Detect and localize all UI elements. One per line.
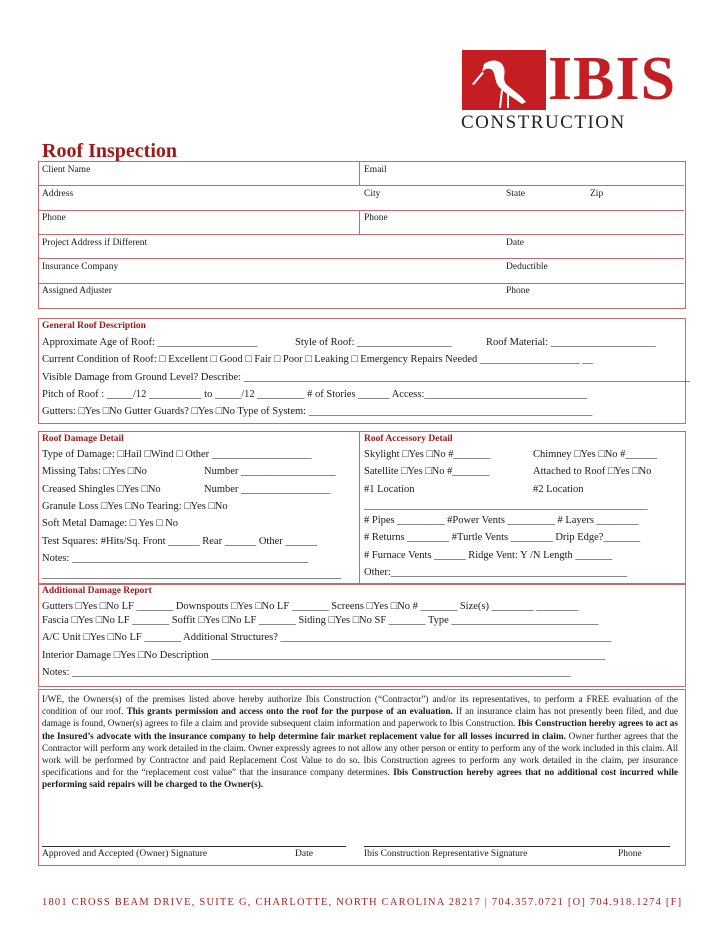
damage-heading: Roof Damage Detail <box>42 434 124 444</box>
phone-label-2: Phone <box>364 213 388 223</box>
other-field: Other:_____________________________________________ <box>364 567 628 578</box>
rep-signature-line[interactable] <box>364 846 670 847</box>
location-line: ______________________________________________________ <box>364 500 648 511</box>
ibis-bird-icon <box>462 50 546 110</box>
ac-unit-field: A/C Unit □Yes □No LF _______ Additional Structures? _______________________________________________________________ <box>42 632 612 643</box>
satellite-field: Satellite □Yes □No #_______ <box>364 466 490 477</box>
roof-material-field: Roof Material: ____________________ <box>486 337 656 348</box>
damage-notes-field: Notes: _____________________________________________ <box>42 553 309 564</box>
phone-label: Phone <box>42 213 66 223</box>
chimney-field: Chimney □Yes □No #______ <box>533 449 657 460</box>
attached-to-roof-field: Attached to Roof □Yes □No <box>533 466 652 477</box>
interior-damage-field: Interior Damage □Yes □No Description ___________________________________________________________________________ <box>42 650 606 661</box>
adjuster-label: Assigned Adjuster <box>42 286 112 296</box>
insurance-label: Insurance Company <box>42 262 119 272</box>
roof-age-field: Approximate Age of Roof: ___________________ <box>42 337 258 348</box>
owner-signature-line[interactable] <box>42 846 346 847</box>
authorization-text: I/WE, the Owners(s) of the premises listed above hereby authorize Ibis Construction (“Contractor”) and/or its representatives, to perform a FREE evaluation of the condition of our roof. This grants permission and access onto the roof for the purpose of an evaluation. If an insurance claim has not presently been filed, and due damage is found, Owner(s) agrees to file a claim and provide subsequent claim information and paperwork to Ibis Construction. Ibis Construction hereby agrees to act as the Insured’s advocate with the insurance company to help determine fair market replacement value for all losses incurred in claim. Owner further agrees that the Contractor will perform any work detailed in the claim. Owner expressly agrees to not allow any other person or entity to perform any of the work included in this claim. All work will be performed by Contractor and paid Replacement Cost Value to do so. Ibis Construction agrees to perform any work detailed in the claim, per insurance specifications and for the “replacement cost value” that the insurance company determines. Ibis Construction hereby agrees that no additional cost incurred while performing said repairs will be charged to the Owner(s). <box>42 694 679 790</box>
roof-style-field: Style of Roof: __________________ <box>295 337 452 348</box>
page-title: Roof Inspection <box>42 140 178 162</box>
accessory-heading: Roof Accessory Detail <box>364 434 453 444</box>
rep-phone-label: Phone <box>618 849 642 859</box>
state-label: State <box>506 189 525 199</box>
visible-damage-field: Visible Damage from Ground Level? Describe: _____________________________________________________________________________________ <box>42 372 690 383</box>
skylight-field: Skylight □Yes □No #_______ <box>364 449 491 460</box>
signature-date-label: Date <box>295 849 313 859</box>
footer-address: 1801 CROSS BEAM DRIVE, SUITE G, CHARLOTTE, NORTH CAROLINA 28217 | 704.357.0721 [O] 704.918.1274 [F] <box>42 897 683 908</box>
logo-emblem <box>462 50 546 110</box>
general-heading: General Roof Description <box>42 321 146 331</box>
returns-field: # Returns ________ #Turtle Vents ________ Drip Edge?_______ <box>364 532 641 543</box>
fascia-soffit-field: Fascia □Yes □No LF _______ Soffit □Yes □No LF _______ Siding □Yes □No SF _______ Type ____________________________ <box>42 615 599 626</box>
rep-signature-label: Ibis Construction Representative Signature <box>364 849 528 859</box>
date-label: Date <box>506 238 524 248</box>
gutters-field: Gutters: □Yes □No Gutter Guards? □Yes □No Type of System: ______________________________________________________ <box>42 406 593 417</box>
logo-wordmark: IBIS <box>548 45 677 113</box>
pitch-field: Pitch of Roof : _____/12 __________ to _____/12 _________ # of Stories ______ Access:_______________________________ <box>42 389 588 400</box>
test-squares-field: Test Squares: #Hits/Sq. Front ______ Rear ______ Other ______ <box>42 536 317 547</box>
damage-notes-line: _________________________________________________________ <box>42 569 342 580</box>
client-name-label: Client Name <box>42 165 91 175</box>
owner-signature-label: Approved and Accepted (Owner) Signature <box>42 849 208 859</box>
soft-metal-field: Soft Metal Damage: □ Yes □ No <box>42 518 179 529</box>
address-label: Address <box>42 189 74 199</box>
missing-tabs-field: Missing Tabs: □Yes □No <box>42 466 147 477</box>
location-2-field: #2 Location <box>533 484 584 495</box>
creased-number: Number _________________ <box>204 484 331 495</box>
gutters-downspouts-field: Gutters □Yes □No LF _______ Downspouts □Yes □No LF _______ Screens □Yes □No # _______ Size(s) ________ ________ <box>42 601 579 612</box>
pipes-field: # Pipes _________ #Power Vents _________ # Layers ________ <box>364 515 639 526</box>
creased-shingles-field: Creased Shingles □Yes □No <box>42 484 161 495</box>
location-1-field: #1 Location <box>364 484 415 495</box>
deductible-label: Deductible <box>506 262 548 272</box>
adjuster-phone-label: Phone <box>506 286 530 296</box>
damage-type-field: Type of Damage: □Hail □Wind □ Other ___________________ <box>42 449 312 460</box>
project-address-label: Project Address if Different <box>42 238 148 248</box>
additional-heading: Additional Damage Report <box>42 586 152 596</box>
furnace-vents-field: # Furnace Vents ______ Ridge Vent: Y /N Length _______ <box>364 550 613 561</box>
email-label: Email <box>364 165 387 175</box>
granule-loss-field: Granule Loss □Yes □No Tearing: □Yes □No <box>42 501 228 512</box>
client-info-box <box>38 161 686 309</box>
logo-subtitle: CONSTRUCTION <box>461 112 626 133</box>
additional-notes-field: Notes: _______________________________________________________________________________________________ <box>42 667 571 678</box>
zip-label: Zip <box>590 189 604 199</box>
roof-condition-field: Current Condition of Roof: □ Excellent □ Good □ Fair □ Poor □ Leaking □ Emergency Repairs Needed ___________________ __ <box>42 354 593 365</box>
city-label: City <box>364 189 381 199</box>
missing-tabs-number: Number __________________ <box>204 466 336 477</box>
